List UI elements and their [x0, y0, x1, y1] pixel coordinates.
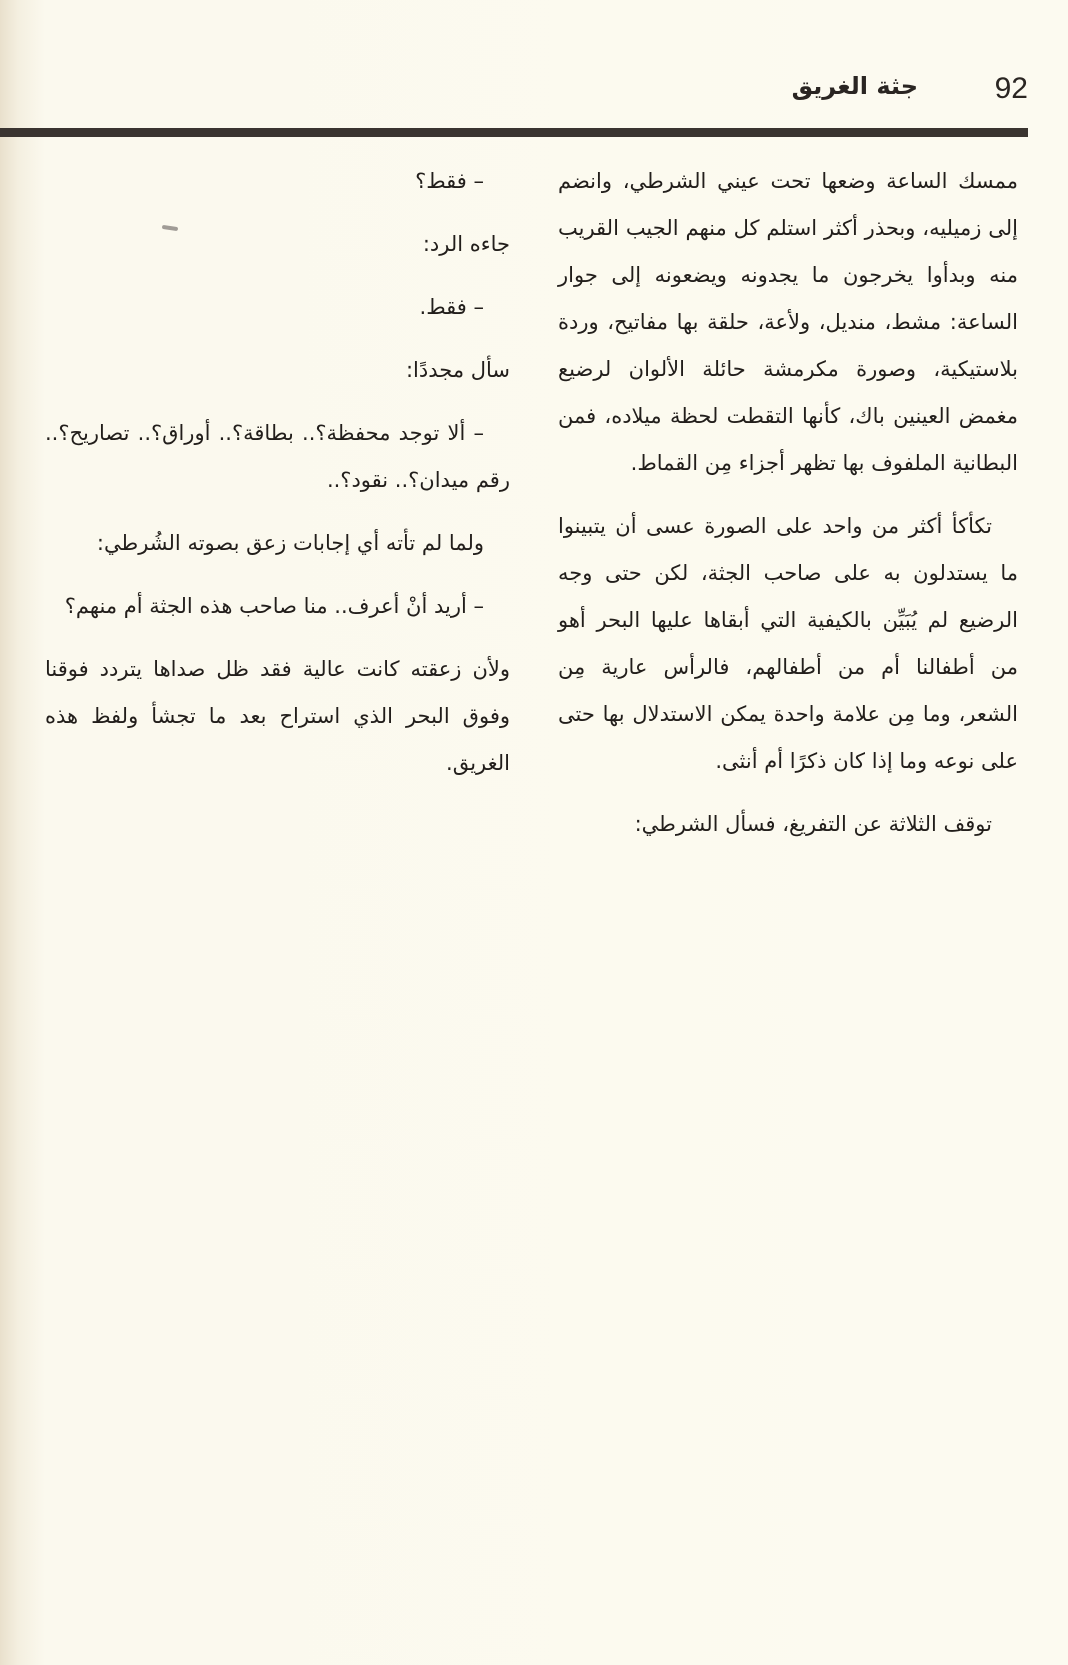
running-head: [28, 66, 1028, 116]
paragraph: تكأكأ أكثر من واحد على الصورة عسى أن يتبينوا ما يستدلون به على صاحب الجثة، لكن حتى وجه الرضيع لم يُبَيِّن بالكيفية التي أبقاها عليها البحر أهو من أطفالنا أم من أطفالهم، فالرأس عارية مِن الشعر، وما مِن علامة واحدة يمكن الاستدلال بها حتى على نوعه وما إذا كان ذكرًا أم أنثى.: [558, 514, 1018, 773]
dialogue-line: – فقط.: [419, 295, 484, 319]
dialogue-line: – فقط؟: [415, 169, 484, 193]
text-column-right: [558, 158, 1018, 864]
paragraph: ولأن زعقته كانت عالية فقد ظل صداها يتردد فوقنا وفوق البحر الذي استراح بعد ما تجشأ ولفظ هذه الغريق.: [45, 657, 510, 775]
paragraph: ممسك الساعة وضعها تحت عيني الشرطي، وانضم إلى زميليه، وبحذر أكثر استلم كل منهم الجيب القريب منه وبدأوا يخرجون ما يجدونه ويضعونه إلى جوار الساعة: مشط، منديل، ولأعة، حلقة بها مفاتيح، وردة بلاستيكية، وصورة مكرمشة حائلة الألوان لرضيع مغمض العينين باك، كأنها التقطت لحظة ميلاده، فمن البطانية الملفوف بها تظهر أجزاء مِن القماط.: [558, 169, 1018, 475]
paragraph: ولما لم تأته أي إجابات زعق بصوته الشُرطي:: [96, 531, 484, 555]
text-column-left: [45, 158, 510, 803]
dialogue-line: – ألا توجد محفظة؟.. بطاقة؟.. أوراق؟.. تصاريح؟.. رقم ميدان؟.. نقود؟..: [45, 421, 510, 492]
dialogue-line: – أريد أنْ أعرف.. منا صاحب هذه الجثة أم منهم؟: [64, 594, 484, 618]
paragraph: جاءه الرد:: [422, 232, 510, 256]
page-number: 92: [994, 72, 1028, 105]
paragraph: توقف الثلاثة عن التفريغ، فسأل الشرطي:: [634, 812, 992, 836]
header-rule-divider: [0, 128, 1028, 137]
paragraph: سأل مجددًا:: [405, 358, 510, 382]
book-title: جثة الغريق: [791, 72, 918, 100]
